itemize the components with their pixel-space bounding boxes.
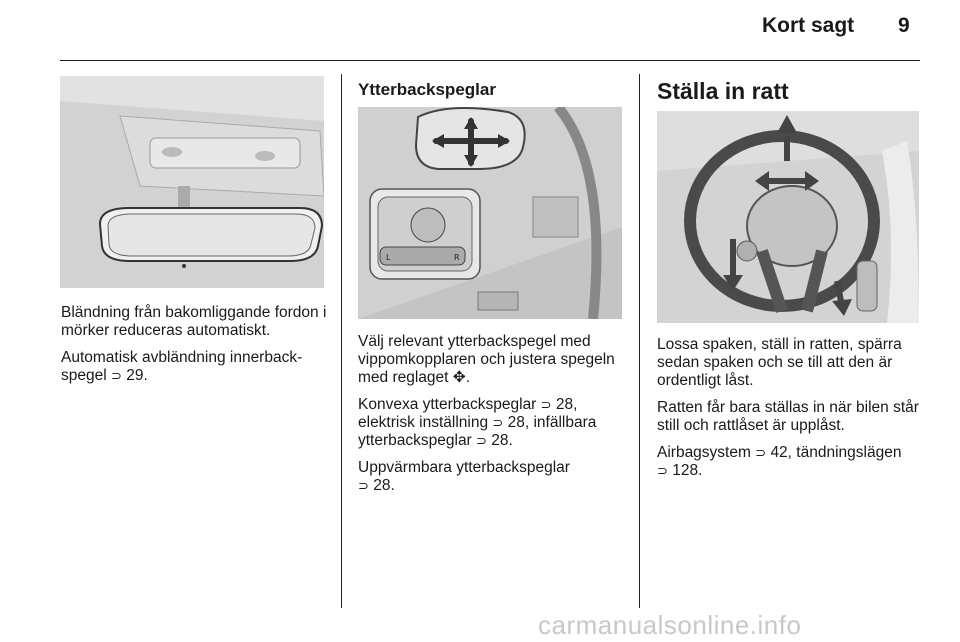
page-reference[interactable]: 28. — [373, 477, 395, 494]
svg-text:R: R — [454, 253, 460, 262]
paragraph — [358, 396, 628, 450]
section-title: Ytterbackspeglar — [358, 80, 496, 99]
reference-arrow-icon: ⊃ — [111, 368, 122, 383]
paragraph — [61, 349, 329, 385]
page-reference[interactable]: 128. — [672, 462, 703, 479]
paragraph: Ratten får bara ställas in när bilen står still och rattlåset är upplåst. — [657, 399, 919, 434]
reference-arrow-icon: ⊃ — [476, 433, 487, 448]
paragraph: Lossa spaken, ställ in ratten, spärra sedan spaken och se till att den är ordentligt låst. — [657, 336, 902, 389]
column-3-text — [657, 336, 925, 489]
column-divider — [639, 74, 640, 608]
paragraph-text: Uppvärmbara ytterbackspeglar — [358, 459, 570, 476]
reference-arrow-icon: ⊃ — [755, 445, 767, 460]
paragraph: Välj relevant ytterbackspegel med vippomkopplaren och justera spegeln med reglaget ✥. — [358, 333, 615, 386]
paragraph-text: Automatisk avbländning innerback-spegel — [61, 349, 303, 384]
section-title: Ställa in ratt — [657, 78, 789, 104]
reference-arrow-icon: ⊃ — [492, 415, 504, 430]
exterior-mirror-switch-illustration — [358, 107, 622, 319]
column-divider — [341, 74, 342, 608]
steering-wheel-adjustment-illustration — [657, 111, 919, 323]
paragraph-text: Airbagsystem — [657, 444, 751, 461]
watermark: carmanualsonline.info — [538, 610, 802, 640]
page-reference[interactable]: 28. — [491, 432, 513, 449]
paragraph: Bländning från bakomliggande fordon i mörker reduceras automatiskt. — [61, 304, 327, 339]
paragraph — [657, 444, 925, 480]
page-reference[interactable]: 28, infällbara ytterbackspeglar — [358, 414, 597, 449]
paragraph-text: Konvexa ytterbackspeglar — [358, 396, 537, 413]
page-number: 9 — [898, 14, 910, 37]
running-header-title: Kort sagt — [762, 14, 855, 37]
reference-arrow-icon: ⊃ — [657, 463, 668, 478]
page-reference[interactable]: 42, tändningslägen — [770, 444, 902, 461]
paragraph — [358, 459, 628, 495]
rearview-mirror-illustration — [60, 76, 324, 288]
svg-text:L: L — [386, 253, 391, 262]
page-reference[interactable]: 28, elektrisk inställning — [358, 396, 578, 431]
reference-arrow-icon: ⊃ — [540, 397, 552, 412]
header-rule — [60, 60, 920, 61]
column-1-text — [61, 304, 329, 394]
reference-arrow-icon: ⊃ — [358, 478, 369, 493]
page-reference[interactable]: 29. — [126, 367, 148, 384]
column-2-text — [358, 333, 628, 504]
